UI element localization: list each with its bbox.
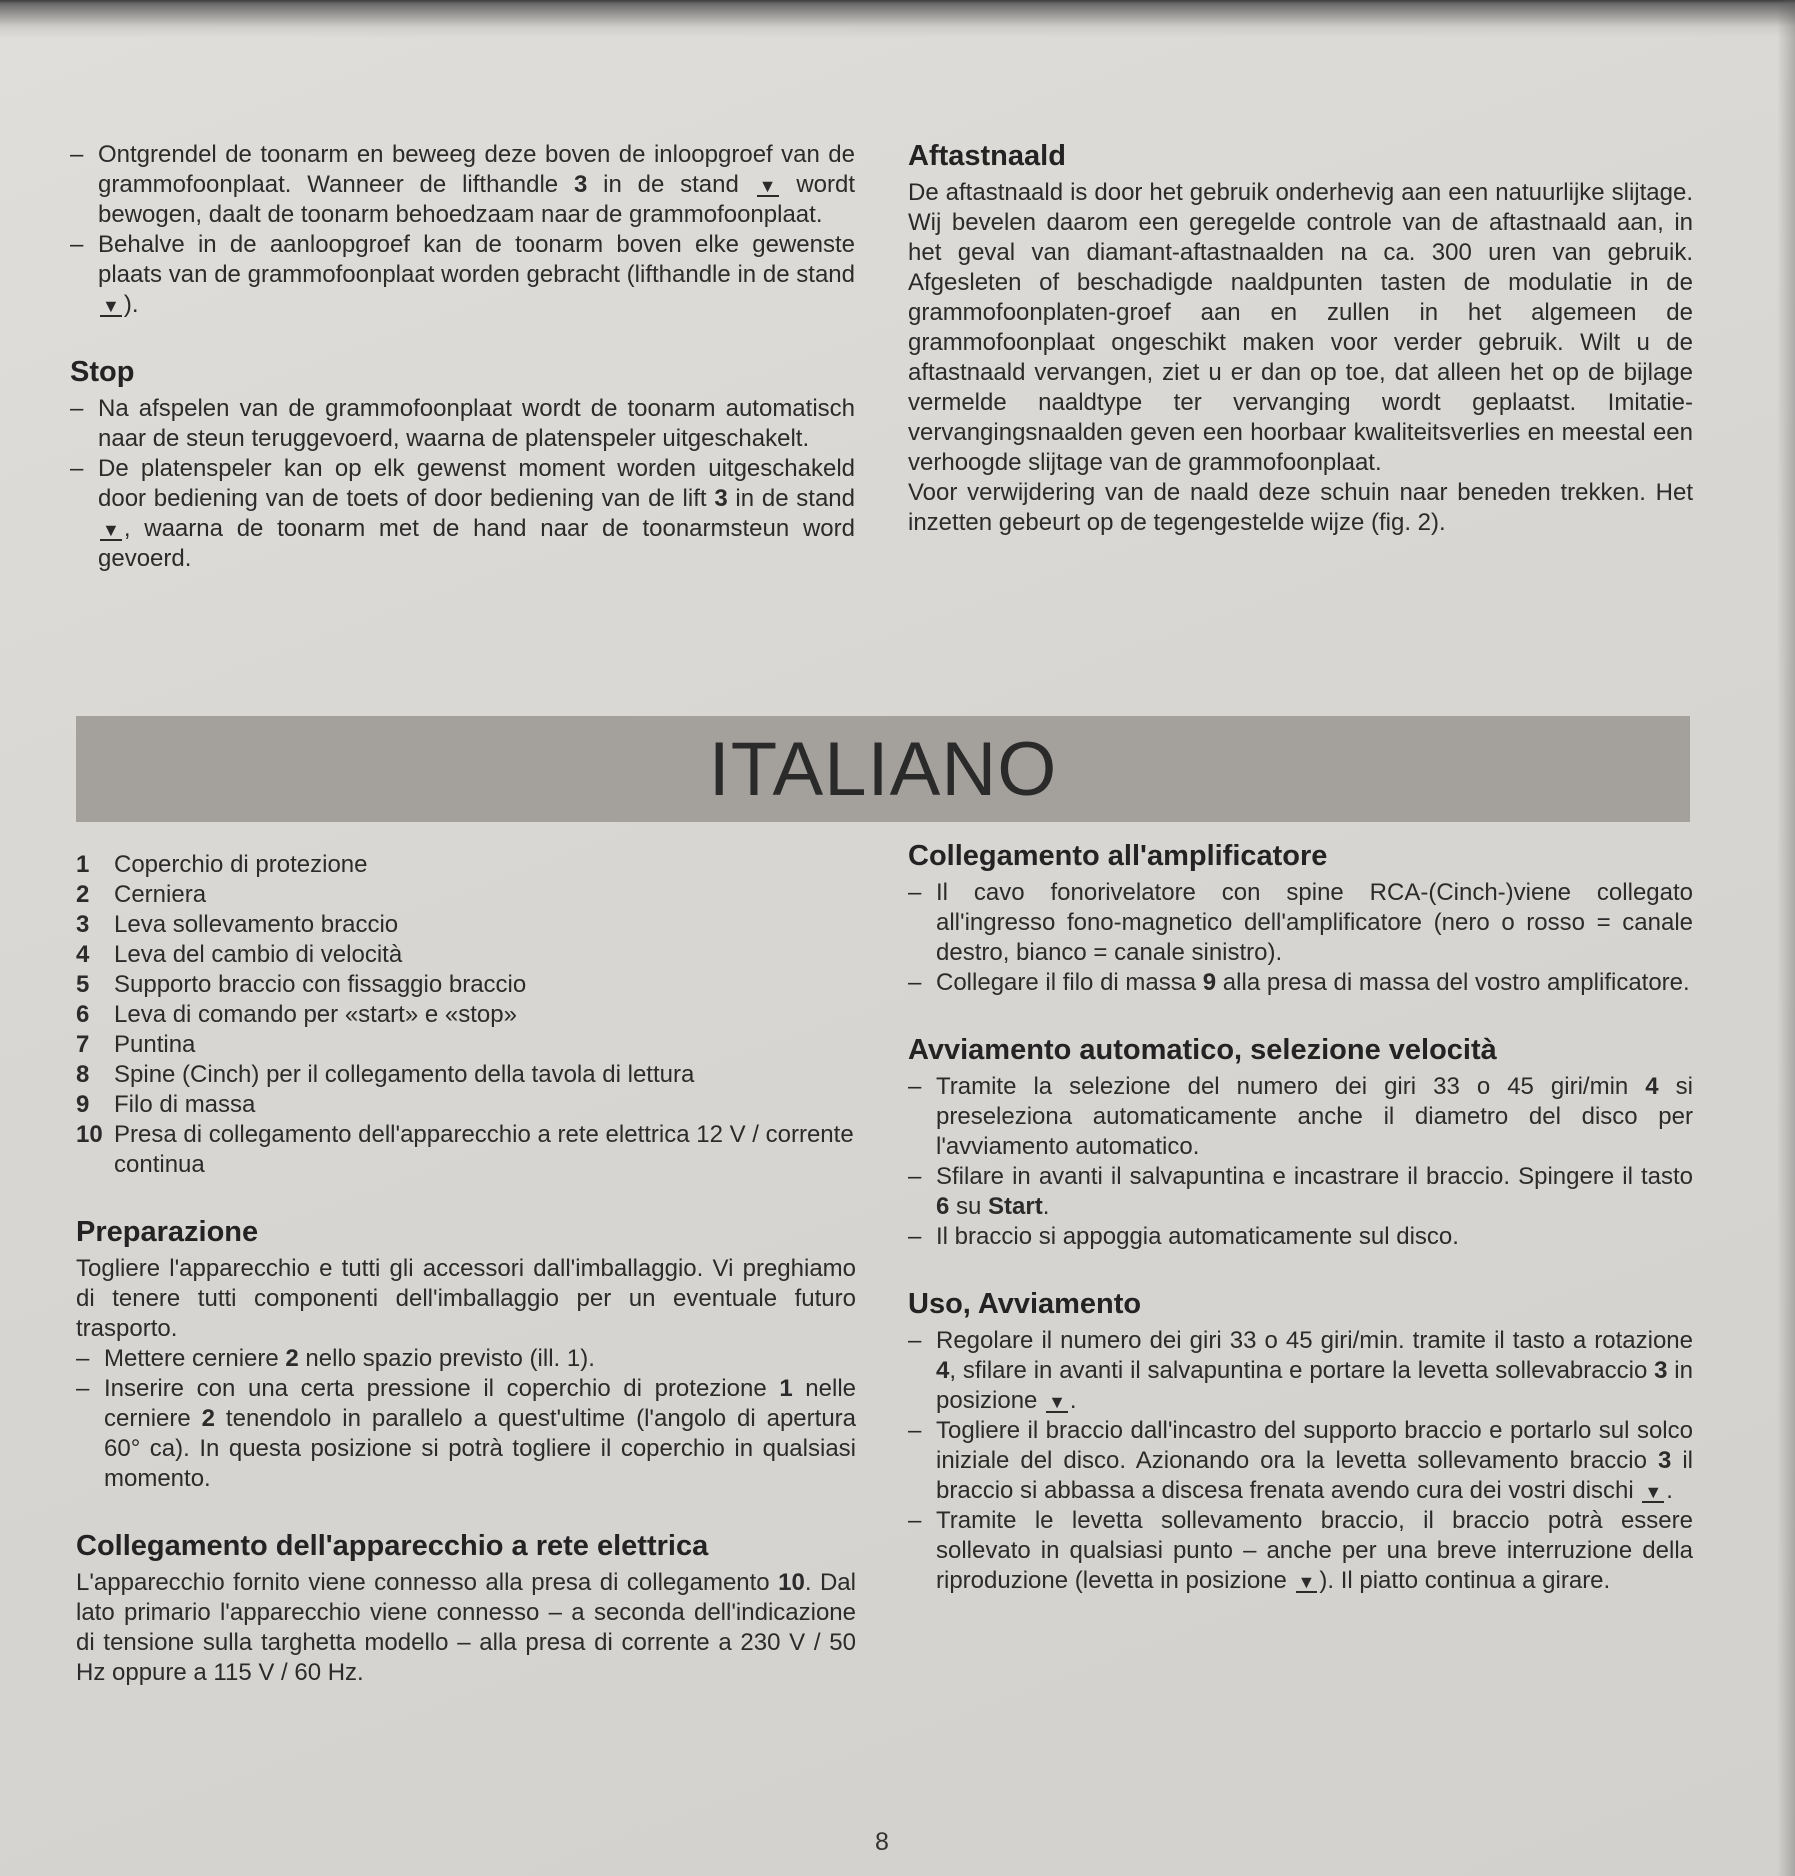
item-text: alla presa di massa del vostro amplificatore. bbox=[1216, 969, 1690, 996]
start-label: Start bbox=[988, 1193, 1043, 1220]
list-item bbox=[908, 1326, 1693, 1416]
list-item bbox=[76, 910, 856, 940]
item-text: su bbox=[949, 1193, 989, 1220]
part-number: 7 bbox=[76, 1031, 90, 1058]
item-text: Na afspelen van de grammofoonplaat wordt de toonarm automatisch naar de steun teruggevoerd, waarna de platenspeler uitgeschakelt. bbox=[98, 395, 855, 452]
item-text: Mettere cerniere bbox=[104, 1345, 286, 1372]
item-text: , waarna de toonarm met de hand naar de toonarmsteun word gevoerd. bbox=[98, 515, 855, 572]
list-item bbox=[76, 1000, 856, 1030]
part-name: Coperchio di protezione bbox=[114, 851, 368, 878]
list-item bbox=[76, 880, 856, 910]
part-name: Supporto braccio con fissaggio braccio bbox=[114, 971, 527, 998]
amplificatore-list bbox=[908, 878, 1693, 998]
part-name: Leva del cambio di velocità bbox=[114, 941, 403, 968]
list-item bbox=[908, 1506, 1693, 1596]
nl-intro-list bbox=[70, 140, 855, 320]
section-heading-avviamento-automatico: Avviamento automatico, selezione velocità bbox=[908, 1034, 1497, 1066]
item-text: Ontgrendel de toonarm en beweeg deze boven de inloopgroef van de grammofoonplaat. Wanneer de lifthandle bbox=[98, 141, 855, 198]
part-number: 2 bbox=[76, 881, 90, 908]
preparazione-list bbox=[76, 1344, 856, 1494]
part-ref: 4 bbox=[1645, 1073, 1659, 1100]
item-text: De platenspeler kan op elk gewenst moment worden uitgeschakeld door bediening van de toets of door bediening van de lift bbox=[98, 455, 855, 512]
part-number: 6 bbox=[76, 1001, 90, 1028]
part-name: Cerniera bbox=[114, 881, 207, 908]
item-text: L'apparecchio fornito viene connesso alla presa di collegamento bbox=[76, 1569, 779, 1596]
item-text: Il cavo fonorivelatore con spine RCA-(Cinch-)viene collegato all'ingresso fono-magnetico dell'amplificatore (nero o rosso = canale destro, bianco = canale sinistro). bbox=[936, 879, 1693, 966]
part-name: Presa di collegamento dell'apparecchio a rete elettrica 12 V / corrente continua bbox=[114, 1121, 854, 1178]
part-name: Spine (Cinch) per il collegamento della tavola di lettura bbox=[114, 1061, 695, 1088]
paragraph: De aftastnaald is door het gebruik onderhevig aan een natuurlijke slijtage. Wij bevelen daarom een geregelde controle van de aftastnaald aan, in het geval van diamant-aftastnaalden na ca. 300 uren van gebruik. Afgesleten of beschadigde naaldpunten tasten de modulatie in de grammofoonplaten-groef aan en zullen in het algemeen de grammofoonplaat ongeschikt maken voor verder gebruik. Wilt u de aftastnaald vervangen, ziet u er dan op toe, dat alleen het op de bijlage vermelde naaldtype ter vervanging wordt geplaatst. Imitatie-vervangingsnaalden geven een hoorbaar kwaliteitsverlies en meestal een verhoogde slijtage van de grammofoonplaat. bbox=[908, 179, 1693, 476]
part-ref: 4 bbox=[936, 1357, 950, 1384]
item-text: si preseleziona automaticamente anche il diametro del disco per l'avviamento automatico. bbox=[936, 1073, 1693, 1160]
lift-down-icon: ▼ bbox=[102, 296, 120, 316]
page-number: 8 bbox=[875, 1828, 889, 1856]
list-item bbox=[908, 1162, 1693, 1222]
it-left-column bbox=[76, 850, 856, 1688]
lift-down-icon: ▼ bbox=[1297, 1572, 1316, 1592]
item-text: ). Il piatto continua a girare. bbox=[1319, 1567, 1611, 1594]
item-text: Tramite le levetta sollevamento braccio, il braccio potrà essere sollevato in qualsiasi punto – anche per una breve interruzione della riproduzione (levetta in posizione bbox=[936, 1507, 1693, 1594]
part-number: 10 bbox=[76, 1121, 103, 1148]
paragraph: Voor verwijdering van de naald deze schuin naar beneden trekken. Het inzetten gebeurt op de tegengestelde wijze (fig. 2). bbox=[908, 479, 1693, 536]
list-item bbox=[76, 970, 856, 1000]
item-text: Regolare il numero dei giri 33 o 45 giri/min. tramite il tasto a rotazione bbox=[936, 1327, 1693, 1354]
item-text: wordt bewogen, daalt de toonarm behoedzaam naar de grammofoonplaat. bbox=[98, 171, 856, 228]
part-ref: 2 bbox=[201, 1405, 215, 1432]
item-text: . bbox=[1042, 1193, 1050, 1220]
list-item bbox=[76, 940, 856, 970]
item-text: tenendolo in parallelo a quest'ultime (l'angolo di apertura 60° ca). In questa posizione si potrà togliere il coperchio in qualsiasi momento. bbox=[104, 1405, 857, 1492]
list-item bbox=[908, 878, 1693, 968]
item-text: Behalve in de aanloopgroef kan de toonarm boven elke gewenste plaats van de grammofoonplaat worden gebracht (lifthandle in de stand bbox=[98, 231, 855, 288]
list-item bbox=[908, 968, 1693, 998]
part-number: 8 bbox=[76, 1061, 90, 1088]
part-ref: 2 bbox=[285, 1345, 299, 1372]
item-text: Inserire con una certa pressione il coperchio di protezione bbox=[104, 1375, 780, 1402]
nl-left-column bbox=[70, 140, 855, 574]
list-item bbox=[908, 1072, 1693, 1162]
paragraph bbox=[76, 1568, 856, 1688]
part-ref: 10 bbox=[778, 1569, 805, 1596]
avviamento-list bbox=[908, 1072, 1693, 1252]
item-text: in de stand bbox=[587, 171, 755, 198]
part-ref: 9 bbox=[1202, 969, 1217, 996]
item-text: Tramite la selezione del numero dei giri 33 o 45 giri/min bbox=[936, 1073, 1646, 1100]
list-item bbox=[76, 1060, 856, 1090]
item-text: nelle cerniere bbox=[104, 1375, 857, 1432]
list-item bbox=[76, 1374, 856, 1494]
list-item bbox=[908, 1416, 1693, 1506]
list-item bbox=[76, 850, 856, 880]
part-number: 1 bbox=[76, 851, 90, 878]
part-ref: 3 bbox=[714, 485, 728, 512]
scan-right-edge bbox=[1777, 0, 1795, 1876]
item-text: ). bbox=[123, 291, 139, 318]
part-ref: 3 bbox=[573, 171, 588, 198]
lift-down-icon: ▼ bbox=[758, 176, 777, 196]
item-text: Sfilare in avanti il salvapuntina e incastrare il braccio. Spingere il tasto bbox=[936, 1163, 1693, 1190]
part-number: 9 bbox=[76, 1091, 90, 1118]
part-ref: 1 bbox=[779, 1375, 793, 1402]
list-item bbox=[70, 394, 855, 454]
part-name: Puntina bbox=[114, 1031, 196, 1058]
part-name: Leva di comando per «start» e «stop» bbox=[114, 1001, 517, 1028]
list-item bbox=[76, 1030, 856, 1060]
list-item bbox=[76, 1344, 856, 1374]
part-number: 4 bbox=[76, 941, 90, 968]
uso-list bbox=[908, 1326, 1693, 1596]
paragraph: Togliere l'apparecchio e tutti gli accessori dall'imballaggio. Vi preghiamo di tenere tutti componenti dell'imballaggio per un eventuale futuro trasporto. bbox=[76, 1255, 856, 1342]
section-heading-preparazione: Preparazione bbox=[76, 1216, 259, 1248]
section-heading-uso: Uso, Avviamento bbox=[908, 1288, 1142, 1320]
item-text: in de stand bbox=[727, 485, 855, 512]
section-heading-stop: Stop bbox=[70, 356, 135, 388]
lift-down-icon: ▼ bbox=[102, 520, 120, 540]
item-text: . bbox=[1666, 1477, 1673, 1504]
list-item bbox=[76, 1120, 856, 1180]
item-text: nello spazio previsto (ill. 1). bbox=[298, 1345, 595, 1372]
item-text: Togliere il braccio dall'incastro del supporto braccio e portarlo sul solco iniziale del disco. Azionando ora la levetta sollevamento braccio bbox=[936, 1417, 1693, 1474]
item-text: Collegare il filo di massa bbox=[936, 969, 1203, 996]
item-text: . Dal lato primario l'apparecchio viene connesso – a seconda dell'indicazione di tensione sulla targhetta modello – alla presa di corrente a 230 V / 50 Hz oppure a 115 V / 60 Hz. bbox=[76, 1569, 856, 1686]
section-heading-aftastnaald: Aftastnaald bbox=[908, 140, 1066, 172]
part-number: 5 bbox=[76, 971, 90, 998]
part-ref: 3 bbox=[1657, 1447, 1672, 1474]
item-text: . bbox=[1069, 1387, 1077, 1414]
parts-list bbox=[76, 850, 856, 1180]
item-text: il braccio si abbassa a discesa frenata avendo cura dei vostri dischi bbox=[936, 1447, 1693, 1504]
list-item bbox=[70, 230, 855, 320]
list-item bbox=[908, 1222, 1693, 1252]
part-name: Leva sollevamento braccio bbox=[114, 911, 399, 938]
section-heading-rete: Collegamento dell'apparecchio a rete elettrica bbox=[76, 1530, 709, 1562]
item-text: , sfilare in avanti il salvapuntina e portare la levetta sollevabraccio bbox=[949, 1357, 1655, 1384]
item-text: Il braccio si appoggia automaticamente sul disco. bbox=[936, 1223, 1459, 1250]
part-number: 3 bbox=[76, 911, 90, 938]
part-name: Filo di massa bbox=[114, 1091, 256, 1118]
language-banner bbox=[76, 716, 1690, 822]
nl-stop-list bbox=[70, 394, 855, 574]
list-item bbox=[76, 1090, 856, 1120]
it-right-column bbox=[908, 838, 1693, 1596]
part-ref: 6 bbox=[936, 1193, 950, 1220]
nl-right-column bbox=[908, 138, 1693, 538]
lift-down-icon: ▼ bbox=[1048, 1392, 1066, 1412]
scan-top-edge bbox=[0, 0, 1795, 38]
list-item bbox=[70, 140, 855, 230]
item-text: in posizione bbox=[936, 1357, 1693, 1414]
list-item bbox=[70, 454, 855, 574]
banner-title: ITALIANO bbox=[708, 726, 1058, 812]
part-ref: 3 bbox=[1654, 1357, 1668, 1384]
section-heading-amplificatore: Collegamento all'amplificatore bbox=[908, 840, 1328, 872]
lift-down-icon: ▼ bbox=[1644, 1482, 1663, 1502]
